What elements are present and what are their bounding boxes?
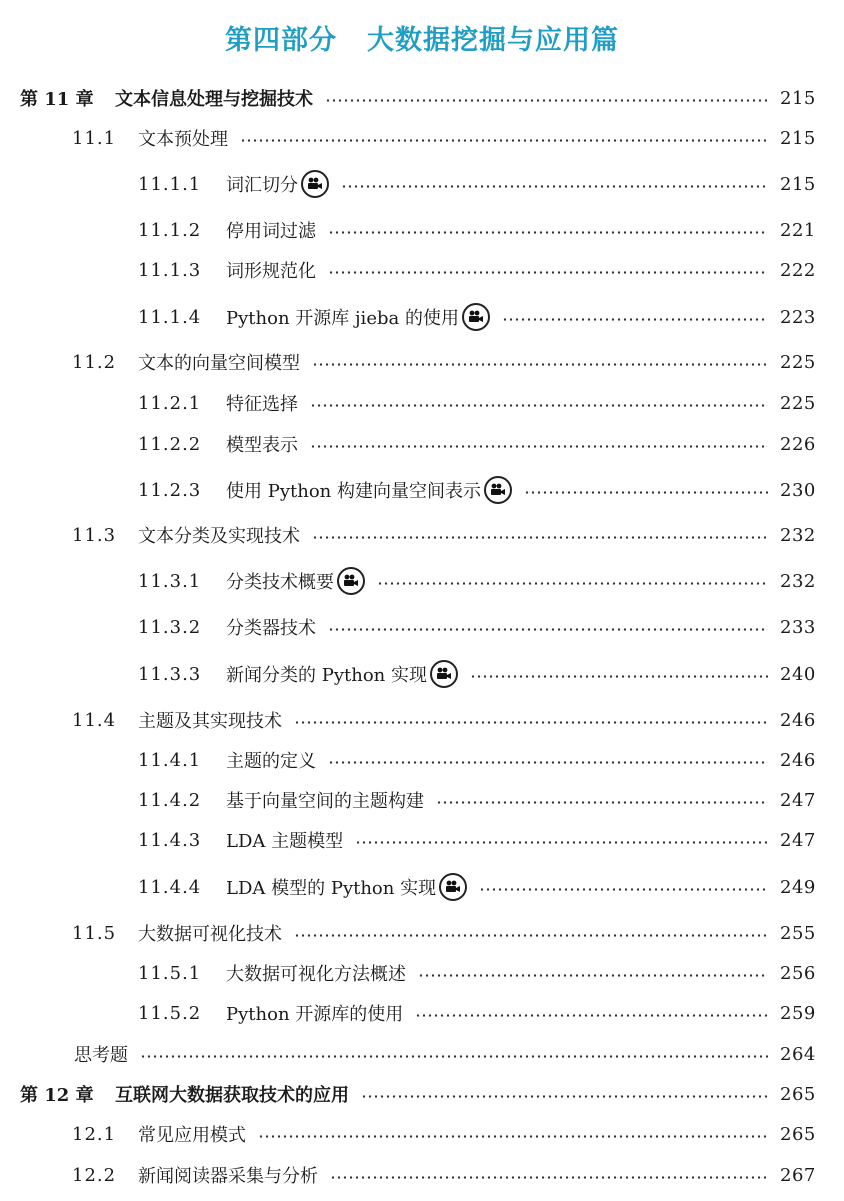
toc-entry[interactable] bbox=[0, 474, 844, 506]
video-camera-icon[interactable] bbox=[430, 660, 458, 688]
toc-entry-title: LDA 主题模型 bbox=[226, 831, 344, 852]
toc-entry-number: 11.4.1 bbox=[138, 749, 202, 771]
dot-leader bbox=[502, 318, 768, 321]
toc-entry[interactable] bbox=[0, 917, 844, 949]
dot-leader bbox=[341, 185, 768, 188]
toc-entry[interactable] bbox=[0, 658, 844, 690]
toc-entry-title-wrap bbox=[138, 349, 300, 375]
toc-entry-title: 新闻阅读器采集与分析 bbox=[138, 1166, 318, 1187]
toc-entry-page: 232 bbox=[780, 570, 816, 592]
toc-entry-page: 246 bbox=[780, 749, 816, 771]
dot-leader bbox=[328, 761, 768, 764]
dot-leader bbox=[355, 841, 768, 844]
dot-leader bbox=[240, 139, 768, 142]
video-camera-icon[interactable] bbox=[462, 303, 490, 331]
toc-entry-title-wrap bbox=[74, 1041, 128, 1067]
toc-entry-title: 模型表示 bbox=[226, 435, 298, 456]
toc-entry-title-wrap bbox=[226, 960, 406, 986]
toc-entry-title-wrap bbox=[138, 707, 282, 733]
toc-entry-title: 词形规范化 bbox=[226, 261, 316, 282]
toc-entry-title-wrap bbox=[226, 476, 512, 504]
toc-entry[interactable] bbox=[0, 611, 844, 643]
toc-entry-title: 特征选择 bbox=[226, 394, 298, 415]
toc-entry-number: 11.1 bbox=[72, 127, 117, 149]
toc-entry-number: 11.4.2 bbox=[138, 789, 202, 811]
dot-leader bbox=[294, 721, 768, 724]
dot-leader bbox=[377, 582, 768, 585]
toc-entry-title: 分类器技术 bbox=[226, 618, 316, 639]
toc-entry[interactable] bbox=[0, 704, 844, 736]
toc-entry[interactable] bbox=[0, 387, 844, 419]
toc-entry-page: 230 bbox=[780, 479, 816, 501]
toc-entry-page: 255 bbox=[780, 922, 816, 944]
toc-entry-page: 233 bbox=[780, 616, 816, 638]
toc-entry-title-wrap bbox=[226, 217, 316, 243]
toc-entry-title-wrap bbox=[138, 1121, 246, 1147]
toc-entry-title-wrap bbox=[226, 257, 316, 283]
toc-entry-page: 259 bbox=[780, 1002, 816, 1024]
toc-entry-number: 11.5.2 bbox=[138, 1002, 202, 1024]
video-camera-icon[interactable] bbox=[484, 476, 512, 504]
toc-entry-page: 265 bbox=[780, 1123, 816, 1145]
toc-entry-page: 267 bbox=[780, 1164, 816, 1186]
toc-entry-number: 第 12 章 bbox=[20, 1085, 94, 1106]
toc-entry[interactable] bbox=[0, 428, 844, 460]
toc-entry[interactable] bbox=[0, 1038, 844, 1070]
toc-entry-page: 249 bbox=[780, 876, 816, 898]
toc-entry-number: 11.2 bbox=[72, 351, 117, 373]
dot-leader bbox=[140, 1055, 768, 1058]
dot-leader bbox=[418, 974, 768, 977]
dot-leader bbox=[524, 491, 768, 494]
toc-entry-title: 新闻分类的 Python 实现 bbox=[226, 665, 427, 686]
toc-entry-page: 215 bbox=[780, 173, 816, 195]
toc-entry-title: 主题及其实现技术 bbox=[138, 711, 282, 732]
toc-entry-number: 11.5 bbox=[72, 922, 117, 944]
video-camera-icon[interactable] bbox=[439, 873, 467, 901]
toc-entry-title: 使用 Python 构建向量空间表示 bbox=[226, 481, 481, 502]
part-label: 第四部分 bbox=[225, 25, 337, 56]
toc-entry-title: 大数据可视化方法概述 bbox=[226, 964, 406, 985]
toc-entry-number: 12.1 bbox=[72, 1123, 117, 1145]
toc-entry-title: 基于向量空间的主题构建 bbox=[226, 791, 424, 812]
toc-entry[interactable] bbox=[0, 1118, 844, 1150]
toc-entry-title-wrap bbox=[226, 827, 343, 853]
toc-entry[interactable] bbox=[0, 519, 844, 551]
toc-entry[interactable] bbox=[0, 301, 844, 333]
toc-entry-page: 240 bbox=[780, 663, 816, 685]
toc-entry-title: 分类技术概要 bbox=[226, 572, 334, 593]
toc-entry-page: 265 bbox=[780, 1083, 816, 1105]
toc-entry-title-wrap bbox=[226, 614, 316, 640]
toc-entry-title: 文本分类及实现技术 bbox=[138, 526, 300, 547]
toc-entry-title-wrap bbox=[226, 660, 458, 688]
toc-entry-title: 停用词过滤 bbox=[226, 221, 316, 242]
toc-entry-title-wrap bbox=[226, 747, 316, 773]
toc-entry-title-wrap bbox=[226, 567, 365, 595]
toc-entry-number: 11.3.2 bbox=[138, 616, 202, 638]
toc-entry-number: 11.3.1 bbox=[138, 570, 202, 592]
toc-entry-page: 215 bbox=[780, 87, 816, 109]
toc-entry-title: 文本信息处理与挖掘技术 bbox=[115, 89, 313, 110]
part-name: 大数据挖掘与应用篇 bbox=[367, 25, 619, 56]
toc-entry-title-wrap bbox=[226, 170, 329, 198]
toc-entry[interactable] bbox=[0, 214, 844, 246]
dot-leader bbox=[328, 628, 768, 631]
toc-entry-title: 互联网大数据获取技术的应用 bbox=[115, 1085, 349, 1106]
toc-entry-page: 226 bbox=[780, 433, 816, 455]
toc-entry-page: 225 bbox=[780, 351, 816, 373]
dot-leader bbox=[325, 99, 768, 102]
toc-entry-title-wrap bbox=[226, 303, 490, 331]
toc-entry-number: 12.2 bbox=[72, 1164, 117, 1186]
toc-entry-page: 247 bbox=[780, 829, 816, 851]
toc-entry-number: 11.2.3 bbox=[138, 479, 202, 501]
dot-leader bbox=[328, 271, 768, 274]
toc-entry-number: 11.5.1 bbox=[138, 962, 202, 984]
toc-entry-title: LDA 模型的 Python 实现 bbox=[226, 878, 437, 899]
toc-entry-page: 264 bbox=[780, 1043, 816, 1065]
toc-entry-title-wrap bbox=[138, 125, 228, 151]
toc-entry-title: 文本预处理 bbox=[138, 129, 228, 150]
dot-leader bbox=[312, 536, 768, 539]
toc-entry-title: 词汇切分 bbox=[226, 175, 298, 196]
toc-entry-title-wrap bbox=[226, 390, 298, 416]
toc-entry-title-wrap bbox=[226, 1000, 403, 1026]
toc-entry-title-wrap bbox=[226, 431, 298, 457]
toc-entry[interactable] bbox=[0, 997, 844, 1029]
toc-entry-page: 232 bbox=[780, 524, 816, 546]
toc-entry-number: 11.3.3 bbox=[138, 663, 202, 685]
toc-entry[interactable] bbox=[0, 824, 844, 856]
toc-entry-title-wrap bbox=[138, 522, 300, 548]
dot-leader bbox=[361, 1095, 768, 1098]
toc-entry[interactable] bbox=[0, 346, 844, 378]
toc-entry-title-wrap bbox=[138, 1162, 318, 1188]
toc-entry-number: 11.4 bbox=[72, 709, 117, 731]
toc-entry-page: 256 bbox=[780, 962, 816, 984]
dot-leader bbox=[415, 1014, 768, 1017]
toc-entry-page: 247 bbox=[780, 789, 816, 811]
dot-leader bbox=[310, 404, 768, 407]
toc-entry[interactable] bbox=[0, 122, 844, 154]
toc-entry-title: Python 开源库的使用 bbox=[226, 1004, 404, 1025]
toc-entry[interactable] bbox=[0, 744, 844, 776]
toc-entry-number: 第 11 章 bbox=[20, 89, 94, 110]
toc-entry-number: 11.3 bbox=[72, 524, 117, 546]
dot-leader bbox=[479, 888, 768, 891]
toc-entry-page: 222 bbox=[780, 259, 816, 281]
toc-entry-number: 11.1.1 bbox=[138, 173, 202, 195]
toc-entry-title-wrap bbox=[226, 787, 424, 813]
toc-entry-title: 常见应用模式 bbox=[138, 1125, 246, 1146]
toc-entry[interactable] bbox=[0, 1159, 844, 1191]
toc-entry[interactable] bbox=[0, 565, 844, 597]
toc-entry-title: 主题的定义 bbox=[226, 751, 316, 772]
dot-leader bbox=[310, 445, 768, 448]
toc-entry-title: 思考题 bbox=[74, 1045, 128, 1066]
toc-entry[interactable] bbox=[0, 957, 844, 989]
toc-entry-title: 大数据可视化技术 bbox=[138, 924, 282, 945]
dot-leader bbox=[328, 231, 768, 234]
toc-entry-number: 11.4.3 bbox=[138, 829, 202, 851]
toc-entry[interactable] bbox=[0, 168, 844, 200]
toc-entry-number: 11.1.4 bbox=[138, 306, 202, 328]
toc-entry-page: 225 bbox=[780, 392, 816, 414]
dot-leader bbox=[312, 363, 768, 366]
toc-entry-title: 文本的向量空间模型 bbox=[138, 353, 300, 374]
toc-entry[interactable] bbox=[0, 82, 844, 114]
dot-leader bbox=[470, 675, 768, 678]
dot-leader bbox=[436, 801, 768, 804]
toc-entry-title-wrap bbox=[138, 920, 282, 946]
toc-entry-number: 11.4.4 bbox=[138, 876, 202, 898]
toc-entry-number: 11.1.3 bbox=[138, 259, 202, 281]
toc-entry-page: 223 bbox=[780, 306, 816, 328]
toc-entry-title-wrap bbox=[226, 873, 467, 901]
toc-entry[interactable] bbox=[0, 254, 844, 286]
toc-entry-number: 11.2.1 bbox=[138, 392, 202, 414]
toc-entry[interactable] bbox=[0, 871, 844, 903]
dot-leader bbox=[258, 1135, 768, 1138]
toc-entry[interactable] bbox=[0, 784, 844, 816]
toc-entry-title-wrap bbox=[115, 85, 313, 111]
toc-entry-title-wrap bbox=[115, 1081, 349, 1107]
dot-leader bbox=[330, 1176, 768, 1179]
toc-entry-number: 11.1.2 bbox=[138, 219, 202, 241]
toc-entry-number: 11.2.2 bbox=[138, 433, 202, 455]
toc-entry-title: Python 开源库 jieba 的使用 bbox=[226, 308, 459, 329]
toc-entry-page: 246 bbox=[780, 709, 816, 731]
toc-entry-page: 221 bbox=[780, 219, 816, 241]
toc-entry[interactable] bbox=[0, 1078, 844, 1110]
video-camera-icon[interactable] bbox=[301, 170, 329, 198]
toc-entry-page: 215 bbox=[780, 127, 816, 149]
video-camera-icon[interactable] bbox=[337, 567, 365, 595]
dot-leader bbox=[294, 934, 768, 937]
